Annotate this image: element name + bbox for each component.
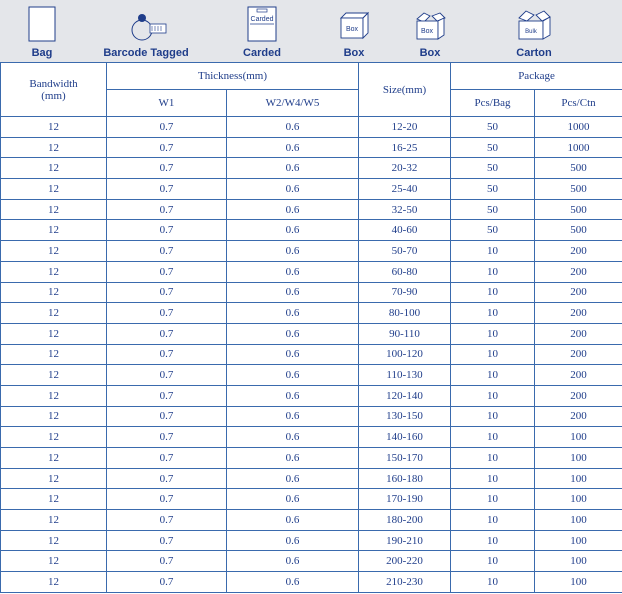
package-label: Carton	[516, 47, 552, 59]
package-label: Box	[419, 47, 441, 59]
w1-cell: 0.7	[107, 220, 227, 241]
table-row	[1, 510, 622, 531]
pcs-bag-cell: 10	[451, 385, 535, 406]
pcs-bag-cell: 10	[451, 468, 535, 489]
pcs-ctn-cell: 500	[535, 179, 622, 200]
w2-cell: 0.6	[227, 282, 359, 303]
w2-cell: 0.6	[227, 303, 359, 324]
w2-cell: 0.6	[227, 323, 359, 344]
pcs-bag-cell: 10	[451, 344, 535, 365]
table-row	[1, 158, 622, 179]
bandwidth-cell: 12	[1, 158, 107, 179]
barcode-tag-icon	[122, 10, 170, 42]
size-cell: 210-230	[359, 572, 451, 593]
table-row	[1, 385, 622, 406]
pcs-bag-cell: 10	[451, 510, 535, 531]
pcs-bag-cell: 10	[451, 365, 535, 386]
carded-icon	[247, 6, 277, 42]
table-row	[1, 261, 622, 282]
w1-cell: 0.7	[107, 406, 227, 427]
bandwidth-header	[1, 63, 107, 117]
package-barcode-tagged	[96, 0, 196, 62]
pcs-ctn-cell: 200	[535, 323, 622, 344]
w1-cell: 0.7	[107, 344, 227, 365]
package-label: Bag	[31, 47, 53, 59]
table-row	[1, 344, 622, 365]
table-row	[1, 427, 622, 448]
pcs-bag-cell: 10	[451, 530, 535, 551]
package-carded	[222, 0, 302, 62]
w2-cell: 0.6	[227, 117, 359, 138]
w1-cell: 0.7	[107, 489, 227, 510]
pcs-ctn-cell: 100	[535, 427, 622, 448]
pcs-ctn-cell: 500	[535, 220, 622, 241]
bandwidth-cell: 12	[1, 365, 107, 386]
package-bag	[2, 0, 82, 62]
pcs-ctn-cell: 1000	[535, 117, 622, 138]
bandwidth-cell: 12	[1, 406, 107, 427]
bandwidth-header-unit: (mm)	[41, 89, 66, 102]
package-box	[314, 0, 394, 62]
size-cell: 20-32	[359, 158, 451, 179]
w1-cell: 0.7	[107, 137, 227, 158]
w1-cell: 0.7	[107, 261, 227, 282]
w1-cell: 0.7	[107, 510, 227, 531]
w1-cell: 0.7	[107, 158, 227, 179]
carton-icon-text: Bulk	[525, 29, 537, 35]
size-header: Size(mm)	[359, 63, 451, 117]
size-cell: 40-60	[359, 220, 451, 241]
bandwidth-cell: 12	[1, 282, 107, 303]
w2-cell: 0.6	[227, 489, 359, 510]
size-cell: 16-25	[359, 137, 451, 158]
bandwidth-cell: 12	[1, 510, 107, 531]
w1-cell: 0.7	[107, 282, 227, 303]
pcs-bag-cell: 50	[451, 220, 535, 241]
w2-cell: 0.6	[227, 572, 359, 593]
bandwidth-cell: 12	[1, 468, 107, 489]
table-row	[1, 220, 622, 241]
w2-cell: 0.6	[227, 158, 359, 179]
pcs-ctn-header: Pcs/Ctn	[535, 90, 622, 117]
pcs-ctn-cell: 100	[535, 572, 622, 593]
w1-cell: 0.7	[107, 199, 227, 220]
thickness-header: Thickness(mm)	[107, 63, 359, 90]
pcs-ctn-cell: 200	[535, 303, 622, 324]
pcs-ctn-cell: 100	[535, 510, 622, 531]
pcs-ctn-cell: 100	[535, 551, 622, 572]
table-body	[1, 117, 622, 593]
w2-cell: 0.6	[227, 385, 359, 406]
size-cell: 120-140	[359, 385, 451, 406]
table-row	[1, 323, 622, 344]
pcs-ctn-cell: 200	[535, 282, 622, 303]
w2-cell: 0.6	[227, 137, 359, 158]
table-row	[1, 137, 622, 158]
package-box-open	[390, 0, 470, 62]
pcs-bag-cell: 50	[451, 117, 535, 138]
table-row	[1, 489, 622, 510]
bandwidth-cell: 12	[1, 199, 107, 220]
w1-cell: 0.7	[107, 385, 227, 406]
size-cell: 170-190	[359, 489, 451, 510]
pcs-ctn-cell: 200	[535, 344, 622, 365]
size-cell: 60-80	[359, 261, 451, 282]
package-label: Barcode Tagged	[103, 47, 189, 59]
table-row	[1, 303, 622, 324]
w2-cell: 0.6	[227, 448, 359, 469]
pcs-bag-cell: 10	[451, 282, 535, 303]
size-cell: 130-150	[359, 406, 451, 427]
size-cell: 25-40	[359, 179, 451, 200]
bandwidth-cell: 12	[1, 551, 107, 572]
table-row	[1, 530, 622, 551]
table-row	[1, 282, 622, 303]
pcs-ctn-cell: 200	[535, 261, 622, 282]
w1-cell: 0.7	[107, 448, 227, 469]
size-cell: 190-210	[359, 530, 451, 551]
pcs-ctn-cell: 100	[535, 468, 622, 489]
pcs-ctn-cell: 200	[535, 365, 622, 386]
w2-cell: 0.6	[227, 427, 359, 448]
size-cell: 140-160	[359, 427, 451, 448]
package-carton	[494, 0, 574, 62]
pcs-bag-cell: 50	[451, 137, 535, 158]
size-cell: 100-120	[359, 344, 451, 365]
pcs-bag-cell: 10	[451, 551, 535, 572]
w2-cell: 0.6	[227, 220, 359, 241]
w2-cell: 0.6	[227, 179, 359, 200]
bandwidth-cell: 12	[1, 179, 107, 200]
w2-cell: 0.6	[227, 551, 359, 572]
w2-cell: 0.6	[227, 199, 359, 220]
bandwidth-cell: 12	[1, 530, 107, 551]
box-icon	[337, 10, 371, 42]
size-cell: 80-100	[359, 303, 451, 324]
bandwidth-cell: 12	[1, 261, 107, 282]
pcs-ctn-cell: 500	[535, 199, 622, 220]
bandwidth-header-label: Bandwidth	[29, 77, 78, 90]
bandwidth-cell: 12	[1, 117, 107, 138]
bandwidth-cell: 12	[1, 137, 107, 158]
size-cell: 180-200	[359, 510, 451, 531]
w1-cell: 0.7	[107, 365, 227, 386]
size-cell: 160-180	[359, 468, 451, 489]
bandwidth-cell: 12	[1, 427, 107, 448]
w2-cell: 0.6	[227, 406, 359, 427]
bandwidth-cell: 12	[1, 489, 107, 510]
table-row	[1, 448, 622, 469]
bag-icon	[28, 6, 56, 42]
carded-icon-text: Carded	[250, 16, 274, 23]
bandwidth-cell: 12	[1, 241, 107, 262]
table-row	[1, 468, 622, 489]
table-row	[1, 241, 622, 262]
bandwidth-cell: 12	[1, 448, 107, 469]
table-row	[1, 117, 622, 138]
table-row	[1, 572, 622, 593]
pcs-ctn-cell: 200	[535, 385, 622, 406]
w2-cell: 0.6	[227, 344, 359, 365]
pcs-ctn-cell: 200	[535, 406, 622, 427]
bandwidth-cell: 12	[1, 344, 107, 365]
bandwidth-cell: 12	[1, 303, 107, 324]
table-row	[1, 551, 622, 572]
size-cell: 90-110	[359, 323, 451, 344]
w1-cell: 0.7	[107, 323, 227, 344]
w2-cell: 0.6	[227, 261, 359, 282]
pcs-bag-cell: 10	[451, 427, 535, 448]
box-open-icon	[412, 10, 448, 42]
pcs-bag-cell: 10	[451, 303, 535, 324]
w1-header: W1	[107, 90, 227, 117]
w1-cell: 0.7	[107, 179, 227, 200]
bandwidth-cell: 12	[1, 220, 107, 241]
pcs-bag-cell: 10	[451, 572, 535, 593]
pcs-bag-cell: 50	[451, 199, 535, 220]
w2-cell: 0.6	[227, 530, 359, 551]
w2-header: W2/W4/W5	[227, 90, 359, 117]
package-label: Carded	[243, 47, 281, 59]
table-row	[1, 199, 622, 220]
pcs-ctn-cell: 100	[535, 448, 622, 469]
bandwidth-cell: 12	[1, 323, 107, 344]
size-cell: 200-220	[359, 551, 451, 572]
size-cell: 12-20	[359, 117, 451, 138]
size-cell: 110-130	[359, 365, 451, 386]
pcs-bag-cell: 10	[451, 323, 535, 344]
box-open-icon-text: Box	[420, 28, 434, 35]
specification-table	[0, 62, 622, 593]
package-types-bar	[0, 0, 622, 62]
w1-cell: 0.7	[107, 551, 227, 572]
pcs-bag-header: Pcs/Bag	[451, 90, 535, 117]
size-cell: 70-90	[359, 282, 451, 303]
pcs-bag-cell: 10	[451, 241, 535, 262]
table-row	[1, 365, 622, 386]
w2-cell: 0.6	[227, 241, 359, 262]
package-header: Package	[451, 63, 622, 90]
size-cell: 150-170	[359, 448, 451, 469]
pcs-bag-cell: 10	[451, 448, 535, 469]
w1-cell: 0.7	[107, 427, 227, 448]
pcs-ctn-cell: 500	[535, 158, 622, 179]
pcs-bag-cell: 10	[451, 489, 535, 510]
w1-cell: 0.7	[107, 241, 227, 262]
pcs-bag-cell: 10	[451, 406, 535, 427]
w2-cell: 0.6	[227, 510, 359, 531]
w1-cell: 0.7	[107, 117, 227, 138]
w2-cell: 0.6	[227, 365, 359, 386]
w1-cell: 0.7	[107, 303, 227, 324]
pcs-ctn-cell: 100	[535, 530, 622, 551]
table-row	[1, 179, 622, 200]
pcs-bag-cell: 50	[451, 179, 535, 200]
bandwidth-cell: 12	[1, 572, 107, 593]
bandwidth-cell: 12	[1, 385, 107, 406]
w2-cell: 0.6	[227, 468, 359, 489]
size-cell: 50-70	[359, 241, 451, 262]
box-icon-text: Box	[345, 26, 359, 33]
pcs-bag-cell: 10	[451, 261, 535, 282]
w1-cell: 0.7	[107, 530, 227, 551]
pcs-ctn-cell: 1000	[535, 137, 622, 158]
package-label: Box	[343, 47, 365, 59]
pcs-bag-cell: 50	[451, 158, 535, 179]
table-row	[1, 406, 622, 427]
w1-cell: 0.7	[107, 572, 227, 593]
pcs-ctn-cell: 200	[535, 241, 622, 262]
pcs-ctn-cell: 100	[535, 489, 622, 510]
size-cell: 32-50	[359, 199, 451, 220]
carton-icon	[514, 8, 554, 42]
w1-cell: 0.7	[107, 468, 227, 489]
